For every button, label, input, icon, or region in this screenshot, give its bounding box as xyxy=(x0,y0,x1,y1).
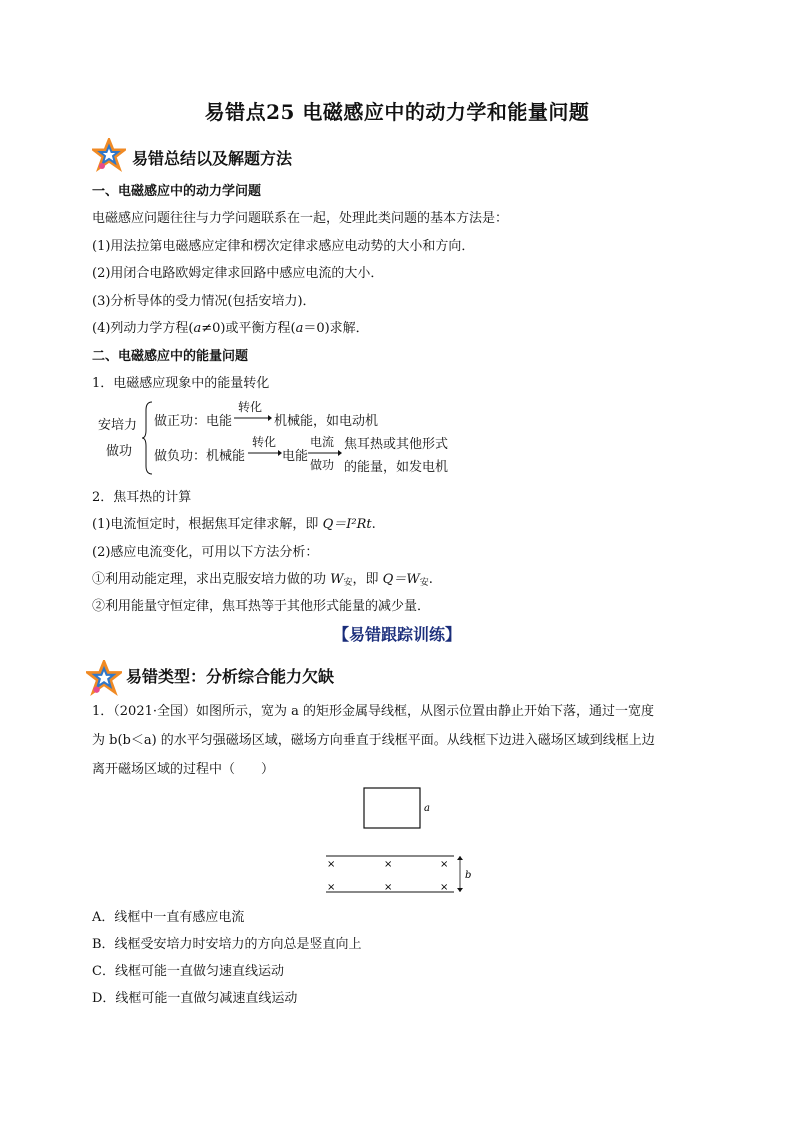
question-line-3: 离开磁场区域的过程中（ ） xyxy=(92,762,275,777)
joule-line-1 xyxy=(92,513,376,532)
method-1-b: ，即 xyxy=(352,572,383,587)
joule-1-a: (1)电流恒定时，根据焦耳定律求解，即 xyxy=(92,517,323,532)
label-a: a xyxy=(424,803,430,814)
star-icon xyxy=(86,660,122,696)
wire-frame xyxy=(364,788,420,828)
row2-arrow-label-bottom: 做功 xyxy=(310,458,335,472)
var-a: a xyxy=(295,321,304,336)
intro-text: 电磁感应问题往往与力学问题联系在一起，处理此类问题的基本方法是： xyxy=(92,211,509,226)
error-type-heading: 易错类型：分析综合能力欠缺 xyxy=(126,667,335,686)
training-heading: 【易错跟踪训练】 xyxy=(332,625,461,644)
part1-title: 一、电磁感应中的动力学问题 xyxy=(92,184,262,199)
label-b: b xyxy=(465,870,472,881)
method-1-a: ①利用动能定理，求出克服安培力做的功 xyxy=(92,572,331,587)
magnetic-field-figure xyxy=(320,782,480,897)
step-4-c: ＝0)求解． xyxy=(303,321,369,336)
arrow-icon xyxy=(248,449,282,457)
diagram-left-1: 安培力 xyxy=(98,418,138,433)
row2-start: 做负功：机械能 xyxy=(154,449,246,464)
heat-formula: Q＝W xyxy=(382,572,420,587)
star-icon xyxy=(92,138,126,172)
row2-arrow-label-top: 电流 xyxy=(310,435,335,449)
energy-diagram xyxy=(96,398,516,478)
step-3: (3)分析导体的受力情况(包括安培力)． xyxy=(92,294,316,309)
option-d[interactable]: D．线框可能一直做匀减速直线运动 xyxy=(92,991,298,1006)
question-line-1: 1．（2021·全国）如图所示，宽为 a 的矩形金属导线框，从图示位置由静止开始下落，通过一宽度 xyxy=(92,704,655,719)
cross-mark: × xyxy=(384,882,393,893)
option-b[interactable]: B．线框受安培力时安培力的方向总是竖直向上 xyxy=(92,937,362,952)
option-c[interactable]: C．线框可能一直做匀速直线运动 xyxy=(92,964,284,979)
arrow-icon xyxy=(234,414,272,422)
joule-1-b: . xyxy=(371,517,376,532)
joule-subtitle: 2．焦耳热的计算 xyxy=(92,490,192,505)
method-1 xyxy=(92,568,433,588)
row1-end: 机械能，如电动机 xyxy=(274,414,379,429)
cross-mark: × xyxy=(384,859,393,870)
row1-start: 做正功：电能 xyxy=(154,414,233,429)
row2-end-2: 的能量，如发电机 xyxy=(344,460,449,475)
row2-arrow-label: 转化 xyxy=(252,435,277,449)
brace-icon xyxy=(142,400,154,476)
diagram-left-2: 做功 xyxy=(106,444,133,459)
work-subscript: 安 xyxy=(343,578,353,588)
method-2: ②利用能量守恒定律，焦耳热等于其他形式能量的减少量． xyxy=(92,599,431,614)
joule-formula: Q＝I²Rt xyxy=(322,517,372,532)
cross-mark: × xyxy=(440,882,449,893)
step-2: (2)用闭合电路欧姆定律求回路中感应电流的大小． xyxy=(92,266,384,281)
step-4-a: (4)列动力学方程( xyxy=(92,321,194,336)
cross-mark: × xyxy=(327,859,336,870)
step-4 xyxy=(92,317,369,336)
step-1: (1)用法拉第电磁感应定律和楞次定律求感应电动势的大小和方向． xyxy=(92,239,475,254)
joule-line-2: (2)感应电流变化，可用以下方法分析： xyxy=(92,545,319,560)
step-4-b: ≠0)或平衡方程( xyxy=(201,321,296,336)
work-symbol: W xyxy=(330,572,344,587)
section-heading: 易错总结以及解题方法 xyxy=(132,149,293,168)
row2-mid: 电能 xyxy=(282,449,309,464)
energy-subtitle: 1．电磁感应现象中的能量转化 xyxy=(92,376,270,391)
option-a[interactable]: A．线框中一直有感应电流 xyxy=(92,910,245,925)
part2-title: 二、电磁感应中的能量问题 xyxy=(92,349,249,364)
page-title: 易错点25 电磁感应中的动力学和能量问题 xyxy=(204,100,590,124)
cross-mark: × xyxy=(327,882,336,893)
method-1-c: . xyxy=(428,572,433,587)
row2-end-1: 焦耳热或其他形式 xyxy=(344,437,449,452)
question-line-2: 为 b(b＜a) 的水平匀强磁场区域，磁场方向垂直于线框平面。从线框下边进入磁场区域到线框上边 xyxy=(92,733,655,748)
var-a: a xyxy=(193,321,202,336)
row1-arrow-label: 转化 xyxy=(238,400,263,414)
cross-mark: × xyxy=(440,859,449,870)
work-subscript: 安 xyxy=(419,578,429,588)
